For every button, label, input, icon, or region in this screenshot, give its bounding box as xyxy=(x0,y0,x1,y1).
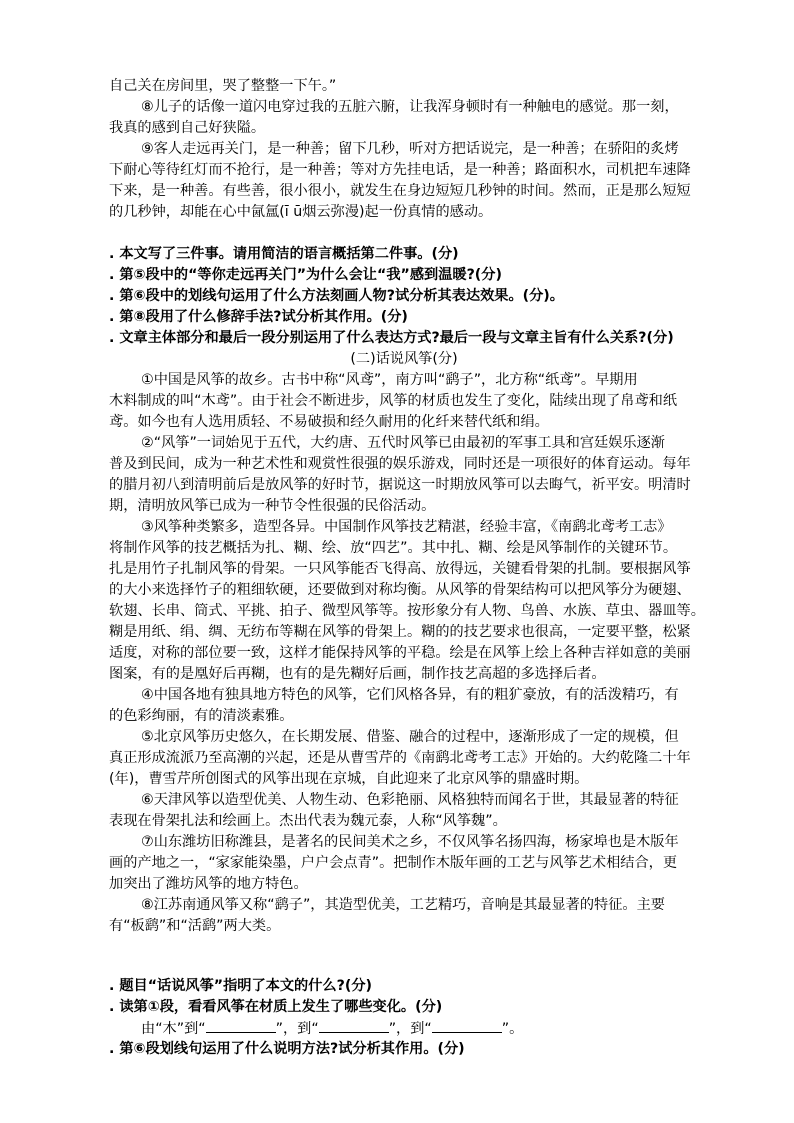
paragraph-line: ⑥天津风筝以造型优美、人物生动、色彩艳丽、风格独特而闻名于世，其最显著的特征 xyxy=(141,792,679,808)
paragraph-line: 表现在骨架扎法和绘画上。杰出代表为魏元泰，人称“风筝魏”。 xyxy=(109,813,507,829)
answer-blank-3[interactable] xyxy=(432,1018,502,1033)
question: . 读第①段，看看风筝在材质上发生了哪些变化。(分) xyxy=(109,999,443,1015)
question: . 题目“话说风筝”指明了本文的什么?(分) xyxy=(109,978,372,994)
paragraph-line: 的几秒钟，却能在心中氤氲(ī ū烟云弥漫)起一份真情的感动。 xyxy=(109,204,493,220)
paragraph-line: ④中国各地有独具地方特色的风筝，它们风格各异，有的粗犷豪放，有的活泼精巧，有 xyxy=(141,687,679,703)
paragraph-line: 糊是用纸、绢、绸、无纺布等糊在风筝的骨架上。糊的的技艺要求也很高，一定要平整，松紧 xyxy=(109,624,691,640)
question: . 文章主体部分和最后一段分别运用了什么表达方式?最后一段与文章主旨有什么关系?(分) xyxy=(109,330,674,346)
spacer xyxy=(109,937,699,976)
paragraph-line: 普及到民间，成为一种艺术性和观赏性很强的娱乐游戏，同时还是一项很好的体育运动。每年 xyxy=(109,456,691,472)
fill-text: ”。 xyxy=(501,1021,524,1037)
paragraph-line: 有“板鹞”和“活鹞”两大类。 xyxy=(109,918,281,934)
passage2-questions xyxy=(109,976,699,1018)
paragraph-line: 扎是用竹子扎制风筝的骨架。一只风筝能否飞得高、放得远，关键看骨架的扎制。要根据风筝 xyxy=(109,561,691,577)
paragraph-line: (年)，曹雪芹所创图式的风筝出现在京城，自此迎来了北京风筝的鼎盛时期。 xyxy=(109,771,589,787)
paragraph-line: 期，清明放风筝已成为一种节令性很强的民俗活动。 xyxy=(109,498,436,514)
paragraph-line: 的大小来选择竹子的粗细软硬，还要做到对称均衡。从风筝的骨架结构可以把风筝分为硬翅、 xyxy=(109,582,691,598)
paragraph-line: 的腊月初八到清明前后是放风筝的好时节，据说这一时期放风筝可以去晦气，祈平安。明清时 xyxy=(109,477,691,493)
paragraph-line: 软翅、长串、筒式、平挑、拍子、微型风筝等。按形象分有人物、鸟兽、水族、草虫、器皿等。 xyxy=(109,603,705,619)
paragraph-line: ①中国是风筝的故乡。古书中称“风鸢”，南方叫“鹞子”，北方称“纸鸢”。早期用 xyxy=(141,372,638,388)
paragraph-line: 画的产地之一，“家家能染墨，户户会点青”。把制作木版年画的工艺与风筝艺术相结合，更 xyxy=(109,855,678,871)
paragraph-line: ⑧儿子的话像一道闪电穿过我的五脏六腑，让我浑身顿时有一种触电的感觉。那一刻， xyxy=(141,99,679,115)
paragraph-line: ⑤北京风筝历史悠久，在长期发展、借鉴、融合的过程中，逐渐形成了一定的规模，但 xyxy=(141,729,679,745)
question: . 第⑤段中的“等你走远再关门”为什么会让“我”感到温暖?(分) xyxy=(109,267,502,283)
spacer xyxy=(109,223,699,244)
question: . 第⑧段用了什么修辞手法?试分析其作用。(分) xyxy=(109,309,408,325)
paragraph-line: 鸢。如今也有人选用质轻、不易破损和经久耐用的化纤来替代纸和绢。 xyxy=(109,414,549,430)
paragraph-line: 下耐心等待红灯而不抢行，是一种善；等对方先挂电话，是一种善；路面积水，司机把车速降 xyxy=(109,162,691,178)
paragraph-line: 将制作风筝的技艺概括为扎、糊、绘、放“四艺”。其中扎、糊、绘是风筝制作的关键环节。 xyxy=(109,540,678,556)
paragraph-line: ②“风筝”一词始见于五代，大约唐、五代时风筝已由最初的军事工具和宫廷娱乐逐渐 xyxy=(141,435,665,451)
paragraph-line: 加突出了潍坊风筝的地方特色。 xyxy=(109,876,308,892)
fill-text: ”，到“ xyxy=(275,1021,319,1037)
document-page xyxy=(109,76,705,1060)
paragraph-line: 真正形成流派乃至高潮的兴起，还是从曹雪芹的《南鹞北鸢考工志》开始的。大约乾隆二十年 xyxy=(109,750,691,766)
fill-blank-line xyxy=(109,1018,699,1039)
paragraph-line: ⑨客人走远再关门，是一种善；留下几秒，听对方把话说完，是一种善；在骄阳的炙烤 xyxy=(141,141,679,157)
question: . 本文写了三件事。请用简洁的语言概括第二件事。(分) xyxy=(109,246,459,262)
passage2-title: (二)话说风筝(分) xyxy=(350,351,458,367)
paragraph-line: 我真的感到自己好狭隘。 xyxy=(109,120,266,136)
fill-text: ”，到“ xyxy=(388,1021,432,1037)
paragraph-line: ③风筝种类繁多，造型各异。中国制作风筝技艺精湛，经验丰富，《南鹞北鸢考工志》 xyxy=(141,519,672,535)
question: . 第⑥段中的划线句运用了什么方法刻画人物?试分析其表达效果。(分)。 xyxy=(109,288,564,304)
fill-text: 由“木”到“ xyxy=(141,1021,206,1037)
passage1-questions xyxy=(109,244,699,349)
passage2 xyxy=(109,370,705,937)
paragraph-line: 木料制成的叫“木鸢”。由于社会不断进步，风筝的材质也发生了变化，陆续出现了帛鸢和纸 xyxy=(109,393,678,409)
answer-blank-1[interactable] xyxy=(206,1018,276,1033)
answer-blank-2[interactable] xyxy=(319,1018,389,1033)
paragraph-line: ⑧江苏南通风筝又称“鹞子”，其造型优美，工艺精巧，音响是其最显著的特征。主要 xyxy=(141,897,665,913)
paragraph-line: 图案，有的是凰好后再糊，也有的是先糊好后画，制作技艺高超的多选择后者。 xyxy=(109,666,606,682)
paragraph-line: 自己关在房间里，哭了整整一下午。” xyxy=(109,78,337,94)
paragraph-line: 适度，对称的部位要一致，这样才能保持风筝的平稳。绘是在风筝上绘上各种吉祥如意的美丽 xyxy=(109,645,691,661)
passage1 xyxy=(109,76,699,223)
paragraph-line: 的色彩绚丽，有的清淡素雅。 xyxy=(109,708,294,724)
paragraph-line: ⑦山东潍坊旧称潍县，是著名的民间美术之乡，不仅风筝名扬四海，杨家埠也是木版年 xyxy=(141,834,679,850)
paragraph-line: 下来，是一种善。有些善，很小很小，就发生在身边短短几秒钟的时间。然而，正是那么短短 xyxy=(109,183,691,199)
question: . 第⑥段划线句运用了什么说明方法?试分析其作用。(分) xyxy=(109,1041,465,1057)
